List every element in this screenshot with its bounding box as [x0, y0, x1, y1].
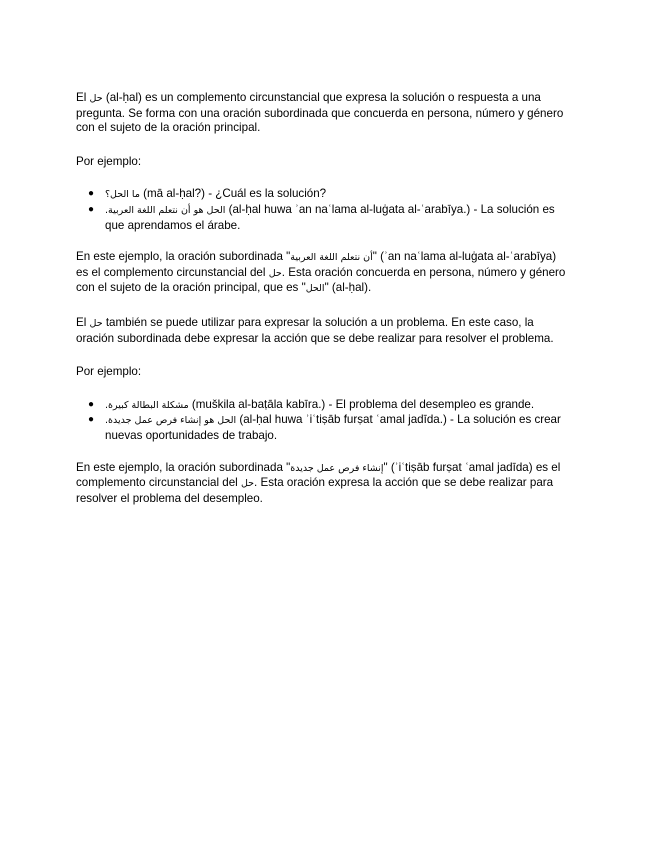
text: " (ʾiʿtiṣāb furṣat ʿamal jadīda) es el complemento circunstancial del — [76, 460, 561, 490]
example-list-1 — [76, 187, 566, 233]
translation: (muškila al-baṭāla kabīra.) - El problema del desempleo es grande. — [188, 397, 535, 411]
example-label-1: Por ejemplo: — [76, 154, 142, 168]
arabic-term: حل — [89, 317, 103, 329]
arabic-term: حل — [89, 93, 103, 104]
arabic-phrase: الحل هو إنشاء فرص عمل جديدة. — [105, 415, 237, 427]
arabic-phrase: إنشاء فرص عمل جديدة — [290, 462, 384, 474]
bullet-icon: ● — [88, 188, 95, 200]
list-item — [76, 413, 566, 443]
arabic-phrase: الحل هو أن نتعلم اللغة العربية. — [105, 204, 226, 216]
text: El — [76, 91, 90, 104]
text: En este ejemplo, la oración subordinada " — [76, 250, 291, 264]
example-list-2 — [76, 398, 566, 444]
arabic-term: حل — [240, 478, 255, 490]
document-body — [76, 91, 566, 506]
bullet-icon: ● — [88, 203, 95, 215]
paragraph-intro — [76, 91, 566, 136]
paragraph-explanation-2 — [76, 461, 566, 507]
translation: (al-ḥal huwa ʾiʿtiṣāb furṣat ʿamal jadīda.) - La solución es crear nuevas oportunidades de trabajo. — [105, 413, 561, 442]
text: En este ejemplo, la oración subordinada " — [76, 460, 291, 474]
list-item — [76, 398, 566, 414]
text: . Esta oración concuerda en persona, número y género con el sujeto de la oración principal, que es " — [76, 265, 566, 295]
text: " (al-ḥal). — [324, 281, 372, 295]
text: (al-ḥal) es un complemento circunstancial que expresa la solución o respuesta a una pregunta. Se forma con una oración subordinada que concuerda en persona, número y género con el sujeto de la oración principal. — [76, 91, 564, 135]
arabic-phrase: ما الحل؟ — [105, 189, 140, 201]
translation: (mā al-ḥal?) - ¿Cuál es la solución? — [139, 187, 327, 201]
text: El — [76, 315, 90, 329]
arabic-phrase: أن نتعلم اللغة العربية — [290, 252, 373, 264]
arabic-term: الحل — [305, 283, 325, 295]
list-item — [76, 187, 566, 203]
translation: (al-ḥal huwa ʾan naʿlama al-luġata al-ʿarabīya.) - La solución es que aprendamos el árabe. — [105, 202, 555, 232]
arabic-phrase: مشكلة البطالة كبيرة. — [105, 399, 189, 411]
bullet-icon: ● — [88, 398, 95, 410]
paragraph-explanation-1 — [76, 250, 566, 297]
text: . Esta oración expresa la acción que se debe realizar para resolver el problema del desempleo. — [76, 476, 554, 505]
text: " (ʾan naʿlama al-luġata al-ʿarabīya) es el complemento circunstancial del — [76, 250, 557, 279]
arabic-term: حل — [268, 267, 282, 279]
list-item — [76, 203, 566, 233]
paragraph-problem — [76, 316, 566, 346]
example-label-2: Por ejemplo: — [76, 365, 142, 379]
text: también se puede utilizar para expresar la solución a un problema. En este caso, la oración subordinada debe expresar la acción que se debe realizar para resolver el problema. — [76, 315, 554, 345]
bullet-icon: ● — [88, 414, 95, 426]
